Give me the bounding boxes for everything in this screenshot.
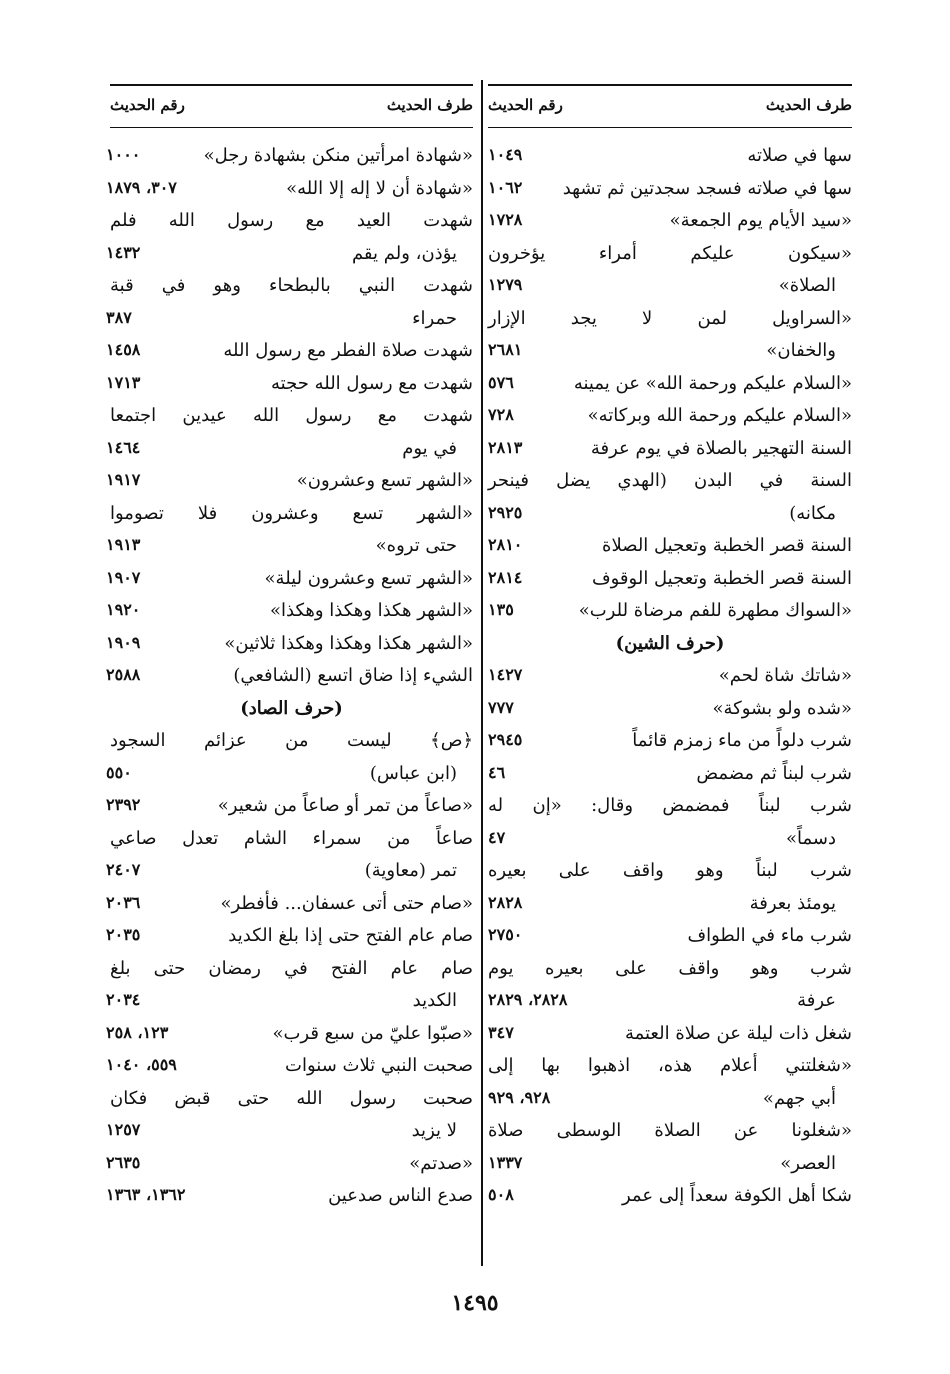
entry-text: والخفان» (766, 340, 836, 361)
entry-text: شهدت مع رسول الله عيدين اجتمعا (110, 405, 473, 426)
entry-text: شهدت مع رسول الله حجته (271, 372, 473, 394)
entry-number: ١٠٠٠ (106, 145, 141, 164)
index-entry (488, 238, 852, 271)
entry-number: ١٩٢٠ (106, 600, 141, 619)
left-column (106, 90, 473, 1270)
top-rule-left (110, 84, 473, 86)
index-entry (110, 953, 473, 986)
entry-number: ٢٥٨٨ (106, 665, 141, 684)
index-entry (488, 1180, 852, 1213)
entry-text: يومئذ بعرفة (749, 892, 836, 914)
section-heading (488, 628, 852, 661)
entry-text: صام عام الفتح حتى إذا بلغ الكديد (228, 925, 473, 946)
index-entry (488, 888, 852, 921)
index-entry (106, 173, 473, 206)
entry-text: «السراويل لمن لا يجد الإزار (488, 307, 852, 329)
index-entry (106, 595, 473, 628)
index-entry (106, 238, 473, 271)
entry-text: العصر» (780, 1152, 836, 1174)
entry-text: شغل ذات ليلة عن صلاة العتمة (624, 1022, 852, 1044)
index-entry (488, 985, 852, 1018)
right-column-rows (488, 140, 852, 1213)
index-entry (488, 1083, 852, 1116)
index-entry (106, 303, 473, 336)
entry-number: ٢٣٩٢ (106, 795, 141, 814)
right-column-header (488, 90, 852, 124)
index-entry (488, 205, 852, 238)
index-entry (488, 660, 852, 693)
entry-number: ٧٢٨ (488, 405, 514, 424)
header-hadith-text: طرف الحديث (765, 96, 852, 114)
index-entry (488, 368, 852, 401)
entry-text: «سيد الأيام يوم الجمعة» (669, 210, 852, 231)
entry-number: ٢٨٢٨ (488, 892, 523, 912)
entry-number: ٤٦ (488, 762, 506, 782)
index-entry (106, 368, 473, 401)
index-entry (110, 270, 473, 303)
index-entry (106, 1018, 473, 1051)
entry-text: حتى تروه» (375, 535, 457, 556)
index-entry (488, 693, 852, 726)
entry-text: سها في صلاته (747, 145, 852, 166)
entry-text: «صبّوا عليّ من سبع قرب» (272, 1022, 473, 1044)
index-entry (110, 498, 473, 531)
entry-text: شرب وهو واقف على بعيره يوم (488, 957, 852, 979)
entry-text: السنة التهجير بالصلاة في يوم عرفة (590, 437, 852, 459)
index-entry (488, 1018, 852, 1051)
index-entry (106, 790, 473, 823)
index-entry (110, 400, 473, 433)
index-entry (106, 628, 473, 661)
entry-number: ١٩٠٩ (106, 632, 141, 652)
entry-text: شهدت العيد مع رسول الله فلم (110, 210, 473, 231)
entry-number: ١٩٠٧ (106, 567, 141, 587)
entry-number: ١٠٤٩ (488, 145, 523, 164)
index-entry (488, 1050, 852, 1083)
entry-number: ١٢٣، ٢٥٨ (106, 1022, 169, 1042)
header-hadith-number: رقم الحديث (110, 96, 185, 114)
entry-text: شرب ماء في الطواف (687, 925, 852, 946)
entry-number: ٢٨١٠ (488, 535, 523, 554)
index-entry (488, 563, 852, 596)
entry-text: «صام حتى أتى عسفان... فأفطر» (220, 892, 473, 914)
entry-number: ١٤٦٤ (106, 437, 141, 457)
entry-number: ١٤٢٧ (488, 665, 523, 684)
index-entry (488, 303, 852, 336)
entry-text: «الشهر هكذا وهكذا وهكذا» (270, 600, 473, 621)
top-rule-right (488, 84, 852, 86)
entry-number: ٣٠٧، ١٨٧٩ (106, 177, 177, 197)
entry-text: السنة في البدن (الهدي يضل فينحر (488, 470, 852, 491)
entry-text: «السلام عليكم ورحمة الله وبركاته» (587, 405, 852, 426)
index-entry (106, 140, 473, 173)
entry-number: ٢٩٢٥ (488, 502, 523, 522)
index-entry (106, 1115, 473, 1148)
entry-text: حمراء (412, 307, 457, 329)
entry-text: «شده ولو بشوكة» (712, 697, 852, 719)
entry-number: ١٣٣٧ (488, 1152, 523, 1172)
entry-number: ١٢٥٧ (106, 1120, 141, 1139)
entry-text: سها في صلاته فسجد سجدتين ثم تشهد (562, 177, 852, 199)
entry-number: ٢٦٣٥ (106, 1152, 141, 1172)
index-entry (106, 758, 473, 791)
entry-text: صام عام الفتح في رمضان حتى بلغ (110, 957, 473, 979)
entry-text: «شهادة امرأتين منكن بشهادة رجل» (203, 145, 473, 166)
index-entry (106, 1050, 473, 1083)
entry-text: «شغلونا عن الصلاة الوسطى صلاة (488, 1120, 852, 1141)
entry-number: ١٠٦٢ (488, 177, 523, 197)
entry-text: الشيء إذا ضاق اتسع (الشافعي) (233, 665, 473, 686)
entry-text: مكانه) (789, 502, 836, 524)
entry-number: ١٩١٧ (106, 470, 141, 489)
entry-text: «صدتم» (409, 1152, 473, 1174)
entry-number: ٢٤٠٧ (106, 860, 141, 879)
index-entry (488, 400, 852, 433)
index-entry (488, 953, 852, 986)
entry-number: ٩٢٨، ٩٢٩ (488, 1087, 551, 1107)
entry-text: شكا أهل الكوفة سعداً إلى عمر (621, 1185, 852, 1206)
entry-number: ٣٨٧ (106, 307, 132, 327)
index-entry (106, 530, 473, 563)
index-entry (488, 433, 852, 466)
entry-number: ٢٨١٣ (488, 437, 523, 457)
entry-number: ٧٧٧ (488, 697, 514, 717)
entry-text: السنة قصر الخطبة وتعجيل الصلاة (602, 535, 852, 556)
entry-number: ٢٠٣٦ (106, 892, 141, 912)
index-entry (106, 855, 473, 888)
entry-text: شرب دلواً من ماء زمزم قائماً (632, 730, 852, 751)
index-entry (110, 823, 473, 856)
index-entry (106, 920, 473, 953)
index-entry (106, 563, 473, 596)
entry-text: «صاعاً من تمر أو صاعاً من شعير» (217, 795, 473, 816)
entry-number: ٢٦٨١ (488, 340, 523, 359)
entry-text: الكديد (412, 990, 457, 1011)
entry-text: «الشهر تسع وعشرون ليلة» (264, 567, 473, 589)
entry-text: يؤذن، ولم يقم (351, 242, 457, 264)
index-entry (488, 1115, 852, 1148)
entry-text: شرب لبناً فمضمض وقال: «إن له (488, 795, 852, 816)
entry-number: ١٣٦٢، ١٣٦٣ (106, 1185, 186, 1204)
index-entry (106, 1180, 473, 1213)
index-entry (106, 1148, 473, 1181)
index-entry (488, 465, 852, 498)
index-entry (488, 595, 852, 628)
entry-text: صدع الناس صدعين (328, 1185, 473, 1206)
entry-number: ١٧٢٨ (488, 210, 523, 229)
index-entry (106, 335, 473, 368)
entry-number: ٥٠٨ (488, 1185, 514, 1204)
index-entry (488, 758, 852, 791)
index-entry (488, 270, 852, 303)
left-column-rows (106, 140, 473, 1213)
entry-text: «الشهر هكذا وهكذا وهكذا ثلاثين» (224, 632, 473, 654)
index-entry (106, 985, 473, 1018)
entry-text: صاعاً من سمراء الشام تعدل صاعي (110, 827, 473, 849)
entry-text: (حرف الصاد) (240, 697, 343, 719)
entry-text: شرب لبناً ثم مضمض (696, 762, 852, 784)
entry-number: ١٣٥ (488, 600, 514, 619)
entry-number: ١٩١٣ (106, 535, 141, 554)
entry-text: لا يزيد (411, 1120, 457, 1141)
entry-text: «شاتك شاة لحم» (718, 665, 852, 686)
right-column (488, 90, 852, 1270)
index-entry (106, 433, 473, 466)
entry-text: (حرف الشين) (615, 632, 725, 654)
header-hadith-number: رقم الحديث (488, 96, 563, 114)
entry-text: دسماً» (785, 827, 836, 849)
entry-text: في يوم (402, 437, 457, 459)
index-entry (110, 1083, 473, 1116)
entry-text: «الشهر تسع وعشرون فلا تصوموا (110, 502, 473, 524)
entry-text: «شغلتني أعلام هذه، اذهبوا بها إلى (488, 1055, 852, 1076)
entry-number: ١٢٧٩ (488, 275, 523, 294)
entry-text: الصلاة» (778, 275, 836, 296)
entry-text: صحبت رسول الله حتى قبض فكان (110, 1087, 473, 1109)
entry-text: تمر (معاوية) (364, 860, 457, 881)
entry-number: ٥٥٩، ١٠٤٠ (106, 1055, 177, 1074)
entry-text: أبي جهم» (762, 1087, 836, 1109)
entry-number: ٢٠٣٥ (106, 925, 141, 944)
entry-text: «سيكون عليكم أمراء يؤخرون (488, 242, 852, 264)
index-entry (488, 920, 852, 953)
entry-number: ٥٧٦ (488, 372, 514, 392)
entry-text: شهدت النبي بالبطحاء وهو في قبة (110, 275, 473, 296)
page-number: ١٤٩٥ (451, 1290, 499, 1316)
entry-number: ١٤٥٨ (106, 340, 141, 359)
entry-number: ٤٧ (488, 827, 506, 847)
entry-text: ﴿ص﴾ ليست من عزائم السجود (110, 730, 473, 751)
entry-number: ٥٥٠ (106, 762, 132, 782)
entry-text: «السلام عليكم ورحمة الله» عن يمينه (573, 372, 852, 394)
entry-number: ٢٩٤٥ (488, 730, 523, 749)
left-column-header (110, 90, 473, 124)
entry-number: ٢٠٣٤ (106, 990, 141, 1009)
index-entry (488, 790, 852, 823)
entry-text: «السواك مطهرة للفم مرضاة للرب» (578, 600, 852, 621)
entry-text: صحبت النبي ثلاث سنوات (285, 1055, 473, 1076)
index-entry (488, 725, 852, 758)
index-entry (106, 465, 473, 498)
entry-text: شهدت صلاة الفطر مع رسول الله (223, 340, 473, 361)
index-entry (488, 173, 852, 206)
entry-text: عرفة (797, 990, 836, 1011)
index-entry (488, 855, 852, 888)
entry-number: ٢٧٥٠ (488, 925, 523, 944)
index-entry (106, 888, 473, 921)
index-entry (488, 335, 852, 368)
entry-text: شرب لبناً وهو واقف على بعيره (488, 860, 852, 881)
entry-number: ١٧١٣ (106, 372, 141, 392)
index-entry (488, 498, 852, 531)
entry-text: (ابن عباس) (369, 762, 457, 784)
index-entry (488, 1148, 852, 1181)
column-divider (481, 80, 483, 1266)
entry-text: السنة قصر الخطبة وتعجيل الوقوف (591, 567, 852, 589)
entry-number: ٢٨١٤ (488, 567, 523, 587)
entry-number: ٣٤٧ (488, 1022, 514, 1042)
header-hadith-text: طرف الحديث (386, 96, 473, 114)
index-entry (488, 823, 852, 856)
index-entry (110, 205, 473, 238)
entry-number: ١٤٣٢ (106, 242, 141, 262)
section-heading (110, 693, 473, 726)
index-entry (106, 660, 473, 693)
index-entry (488, 140, 852, 173)
entry-text: «الشهر تسع وعشرون» (296, 470, 473, 491)
index-entry (488, 530, 852, 563)
entry-text: «شهادة أن لا إله إلا الله» (286, 177, 473, 199)
index-entry (110, 725, 473, 758)
entry-number: ٢٨٢٨، ٢٨٢٩ (488, 990, 568, 1009)
